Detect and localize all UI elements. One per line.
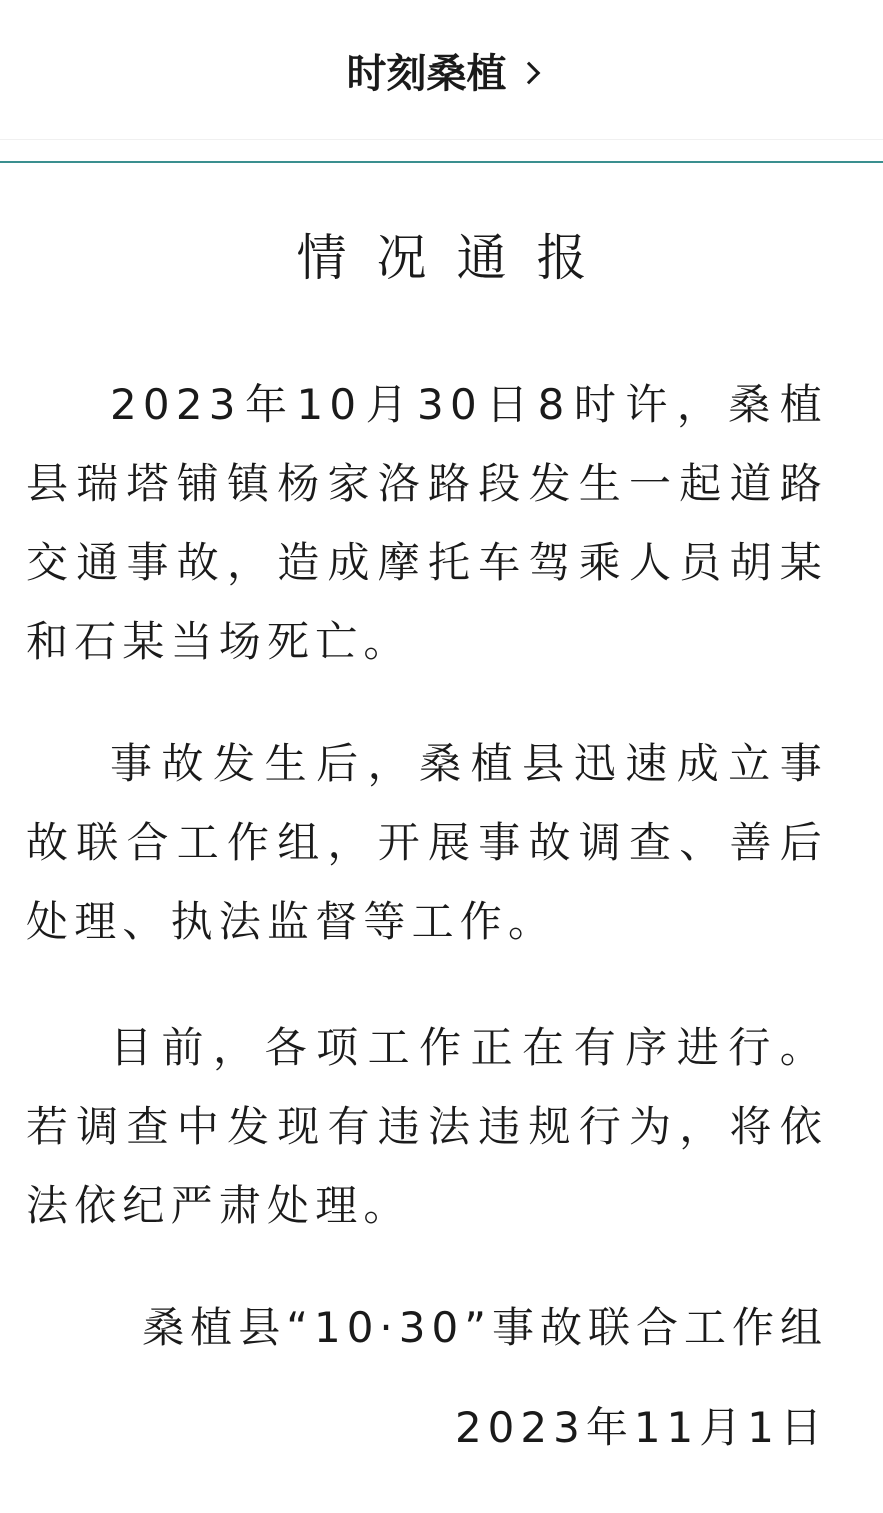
header-divider bbox=[0, 161, 883, 163]
notice-paragraph-1: 2023年10月30日8时许，桑植县瑞塔铺镇杨家洛路段发生一起道路交通事故，造成摩托车驾乘人员胡某和石某当场死亡。 bbox=[26, 380, 828, 666]
account-name: 时刻桑植 bbox=[346, 51, 507, 97]
notice-date: 2023年11月1日 bbox=[454, 1403, 828, 1452]
notice-title: 情况通报 bbox=[296, 229, 617, 287]
account-header bbox=[0, 0, 883, 140]
notice-paragraph-2: 事故发生后，桑植县迅速成立事故联合工作组，开展事故调查、善后处理、执法监督等工作。 bbox=[26, 739, 828, 946]
notice-paragraph-3: 目前，各项工作正在有序进行。若调查中发现有违法违规行为，将依法依纪严肃处理。 bbox=[26, 1023, 828, 1230]
account-name-link[interactable] bbox=[0, 44, 883, 104]
notice-signature: 桑植县“10·30”事故联合工作组 bbox=[142, 1303, 828, 1352]
chevron-right-icon bbox=[517, 62, 540, 85]
